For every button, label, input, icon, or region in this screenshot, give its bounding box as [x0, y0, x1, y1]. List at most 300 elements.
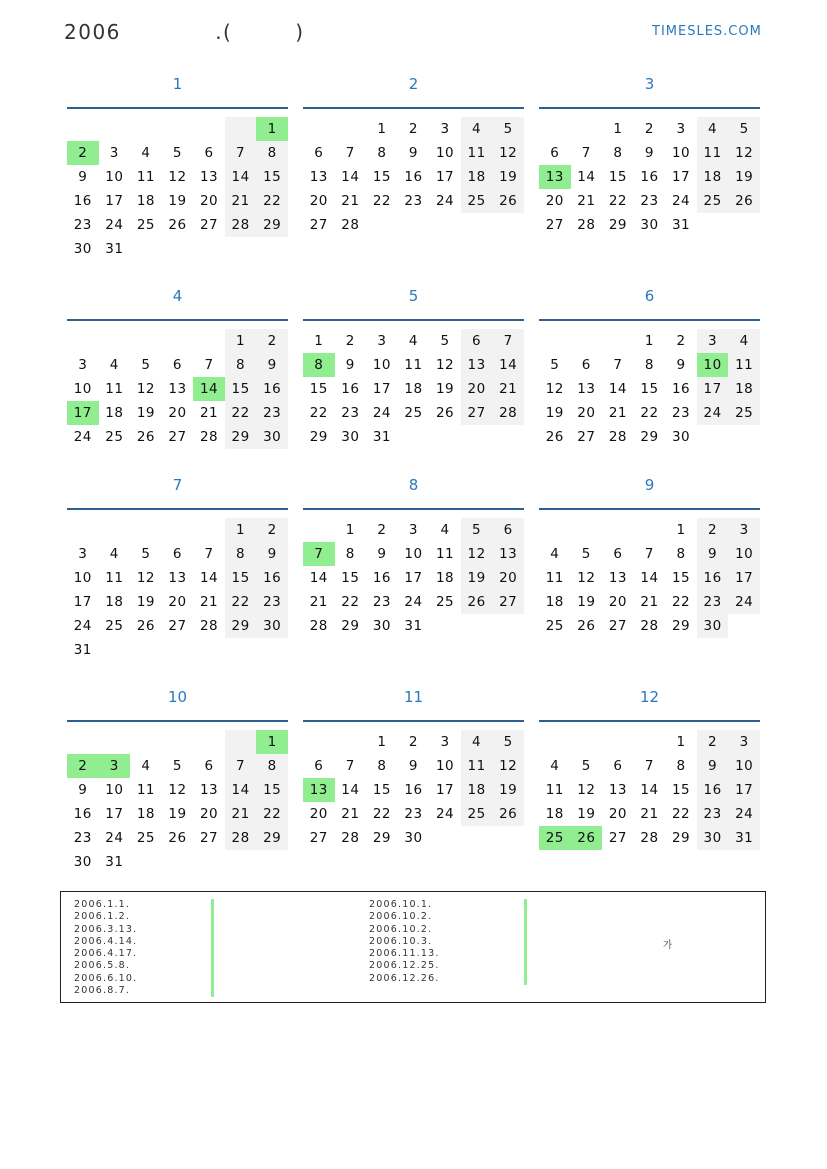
- weekend-day-cell[interactable]: 26: [492, 189, 524, 213]
- weekend-day-cell[interactable]: 14: [492, 353, 524, 377]
- day-cell[interactable]: 28: [199, 618, 219, 634]
- weekend-day-cell[interactable]: 23: [256, 401, 288, 425]
- day-cell[interactable]: 27: [608, 618, 627, 634]
- weekend-day-cell[interactable]: 28: [225, 213, 257, 237]
- day-cell[interactable]: 23: [640, 193, 659, 209]
- day-cell[interactable]: 5: [141, 546, 151, 562]
- day-cell[interactable]: 6: [172, 546, 183, 562]
- day-cell[interactable]: 22: [372, 193, 391, 209]
- day-cell[interactable]: 14: [608, 381, 627, 397]
- weekend-day-cell[interactable]: 29: [256, 213, 288, 237]
- day-cell[interactable]: 5: [581, 758, 591, 774]
- day-cell[interactable]: 8: [377, 758, 387, 774]
- holiday-day-cell[interactable]: 10: [697, 353, 729, 377]
- day-cell[interactable]: 5: [440, 333, 450, 349]
- day-cell[interactable]: 21: [309, 594, 328, 610]
- weekend-day-cell[interactable]: 8: [256, 141, 288, 165]
- day-cell[interactable]: 3: [78, 546, 88, 562]
- day-cell[interactable]: 21: [608, 405, 627, 421]
- day-cell[interactable]: 3: [676, 121, 686, 137]
- day-cell[interactable]: 24: [404, 594, 423, 610]
- weekend-day-cell[interactable]: 5: [492, 730, 524, 754]
- day-cell[interactable]: 14: [577, 169, 596, 185]
- day-cell[interactable]: 15: [640, 381, 659, 397]
- weekend-day-cell[interactable]: 18: [461, 165, 493, 189]
- weekend-day-cell[interactable]: 1: [225, 518, 257, 542]
- day-cell[interactable]: 28: [577, 217, 596, 233]
- weekend-day-cell[interactable]: 9: [256, 353, 288, 377]
- day-cell[interactable]: 28: [640, 830, 659, 846]
- weekend-day-cell[interactable]: 25: [461, 189, 493, 213]
- weekend-day-cell[interactable]: 29: [256, 826, 288, 850]
- day-cell[interactable]: 28: [640, 618, 659, 634]
- weekend-day-cell[interactable]: 16: [256, 377, 288, 401]
- day-cell[interactable]: 14: [199, 570, 219, 586]
- weekend-day-cell[interactable]: 5: [728, 117, 760, 141]
- day-cell[interactable]: 31: [105, 854, 124, 870]
- weekend-day-cell[interactable]: 12: [492, 141, 524, 165]
- day-cell[interactable]: 10: [404, 546, 423, 562]
- weekend-day-cell[interactable]: 12: [728, 141, 760, 165]
- day-cell[interactable]: 9: [644, 145, 655, 161]
- day-cell[interactable]: 20: [199, 806, 219, 822]
- weekend-day-cell[interactable]: 19: [461, 566, 493, 590]
- day-cell[interactable]: 22: [671, 594, 691, 610]
- day-cell[interactable]: 20: [309, 806, 328, 822]
- day-cell[interactable]: 4: [141, 758, 151, 774]
- day-cell[interactable]: 26: [168, 217, 187, 233]
- holiday-day-cell[interactable]: 7: [303, 542, 335, 566]
- day-cell[interactable]: 12: [168, 169, 187, 185]
- day-cell[interactable]: 10: [105, 169, 124, 185]
- day-cell[interactable]: 19: [577, 594, 596, 610]
- day-cell[interactable]: 24: [435, 193, 455, 209]
- day-cell[interactable]: 18: [105, 405, 124, 421]
- day-cell[interactable]: 19: [435, 381, 455, 397]
- weekend-day-cell[interactable]: 21: [225, 189, 257, 213]
- day-cell[interactable]: 27: [199, 830, 219, 846]
- day-cell[interactable]: 12: [136, 381, 155, 397]
- day-cell[interactable]: 8: [345, 546, 355, 562]
- day-cell[interactable]: 4: [408, 333, 419, 349]
- day-cell[interactable]: 6: [550, 145, 560, 161]
- day-cell[interactable]: 16: [404, 169, 423, 185]
- day-cell[interactable]: 8: [676, 758, 686, 774]
- weekend-day-cell[interactable]: 22: [256, 802, 288, 826]
- weekend-day-cell[interactable]: 13: [492, 542, 524, 566]
- day-cell[interactable]: 20: [608, 806, 627, 822]
- day-cell[interactable]: 1: [676, 734, 686, 750]
- day-cell[interactable]: 7: [613, 357, 623, 373]
- day-cell[interactable]: 1: [377, 734, 387, 750]
- day-cell[interactable]: 27: [168, 429, 187, 445]
- day-cell[interactable]: 16: [73, 193, 92, 209]
- day-cell[interactable]: 9: [345, 357, 355, 373]
- day-cell[interactable]: 16: [372, 570, 391, 586]
- day-cell[interactable]: 12: [168, 782, 187, 798]
- weekend-day-cell[interactable]: 14: [225, 778, 257, 802]
- day-cell[interactable]: 19: [545, 405, 564, 421]
- weekend-day-cell[interactable]: 25: [461, 802, 493, 826]
- weekend-day-cell[interactable]: 9: [697, 542, 729, 566]
- weekend-day-cell[interactable]: 19: [728, 165, 760, 189]
- day-cell[interactable]: 29: [608, 217, 627, 233]
- day-cell[interactable]: 28: [309, 618, 328, 634]
- holiday-day-cell[interactable]: 13: [303, 778, 335, 802]
- day-cell[interactable]: 30: [404, 830, 423, 846]
- weekend-day-cell[interactable]: 18: [461, 778, 493, 802]
- weekend-day-cell[interactable]: 3: [728, 730, 760, 754]
- day-cell[interactable]: 5: [581, 546, 591, 562]
- weekend-day-cell[interactable]: 24: [728, 590, 760, 614]
- day-cell[interactable]: 17: [73, 594, 92, 610]
- day-cell[interactable]: 22: [608, 193, 627, 209]
- weekend-day-cell[interactable]: 22: [225, 401, 257, 425]
- day-cell[interactable]: 17: [671, 169, 691, 185]
- weekend-day-cell[interactable]: 16: [697, 778, 729, 802]
- weekend-day-cell[interactable]: 11: [461, 754, 493, 778]
- day-cell[interactable]: 20: [199, 193, 219, 209]
- day-cell[interactable]: 2: [345, 333, 355, 349]
- day-cell[interactable]: 19: [168, 193, 187, 209]
- day-cell[interactable]: 26: [136, 618, 155, 634]
- weekend-day-cell[interactable]: 30: [697, 826, 729, 850]
- day-cell[interactable]: 26: [435, 405, 455, 421]
- day-cell[interactable]: 11: [545, 570, 564, 586]
- day-cell[interactable]: 21: [199, 405, 219, 421]
- day-cell[interactable]: 10: [671, 145, 691, 161]
- day-cell[interactable]: 10: [73, 570, 92, 586]
- weekend-day-cell[interactable]: 26: [492, 802, 524, 826]
- weekend-day-cell[interactable]: 26: [728, 189, 760, 213]
- day-cell[interactable]: 12: [136, 570, 155, 586]
- weekend-day-cell[interactable]: 25: [728, 401, 760, 425]
- weekend-day-cell[interactable]: 8: [225, 353, 257, 377]
- day-cell[interactable]: 31: [105, 241, 124, 257]
- day-cell[interactable]: 25: [404, 405, 423, 421]
- day-cell[interactable]: 3: [109, 145, 119, 161]
- day-cell[interactable]: 14: [341, 169, 360, 185]
- weekend-day-cell[interactable]: 24: [728, 802, 760, 826]
- day-cell[interactable]: 11: [404, 357, 423, 373]
- day-cell[interactable]: 17: [435, 169, 455, 185]
- day-cell[interactable]: 10: [435, 758, 455, 774]
- weekend-day-cell[interactable]: 13: [461, 353, 493, 377]
- day-cell[interactable]: 21: [341, 806, 360, 822]
- day-cell[interactable]: 11: [105, 381, 124, 397]
- day-cell[interactable]: 10: [73, 381, 92, 397]
- day-cell[interactable]: 20: [168, 405, 187, 421]
- holiday-day-cell[interactable]: 1: [256, 730, 288, 754]
- weekend-day-cell[interactable]: 18: [697, 165, 729, 189]
- weekend-day-cell[interactable]: 23: [256, 590, 288, 614]
- weekend-day-cell[interactable]: 23: [697, 802, 729, 826]
- day-cell[interactable]: 11: [435, 546, 455, 562]
- weekend-day-cell[interactable]: 2: [697, 518, 729, 542]
- holiday-day-cell[interactable]: 26: [571, 826, 603, 850]
- day-cell[interactable]: 30: [372, 618, 391, 634]
- day-cell[interactable]: 1: [345, 522, 355, 538]
- day-cell[interactable]: 7: [204, 357, 214, 373]
- day-cell[interactable]: 18: [105, 594, 124, 610]
- day-cell[interactable]: 28: [341, 217, 360, 233]
- day-cell[interactable]: 5: [172, 758, 183, 774]
- day-cell[interactable]: 1: [613, 121, 623, 137]
- day-cell[interactable]: 29: [671, 618, 691, 634]
- day-cell[interactable]: 3: [408, 522, 419, 538]
- day-cell[interactable]: 17: [435, 782, 455, 798]
- day-cell[interactable]: 16: [73, 806, 92, 822]
- weekend-day-cell[interactable]: 10: [728, 754, 760, 778]
- day-cell[interactable]: 3: [377, 333, 387, 349]
- day-cell[interactable]: 27: [545, 217, 564, 233]
- day-cell[interactable]: 24: [105, 830, 124, 846]
- day-cell[interactable]: 23: [671, 405, 691, 421]
- day-cell[interactable]: 29: [372, 830, 391, 846]
- day-cell[interactable]: 29: [341, 618, 360, 634]
- weekend-day-cell[interactable]: 12: [461, 542, 493, 566]
- day-cell[interactable]: 31: [404, 618, 423, 634]
- day-cell[interactable]: 25: [136, 217, 155, 233]
- weekend-day-cell[interactable]: 22: [256, 189, 288, 213]
- day-cell[interactable]: 27: [309, 830, 328, 846]
- weekend-day-cell[interactable]: 31: [728, 826, 760, 850]
- weekend-day-cell[interactable]: 27: [461, 401, 493, 425]
- weekend-day-cell[interactable]: 6: [492, 518, 524, 542]
- day-cell[interactable]: 7: [581, 145, 591, 161]
- day-cell[interactable]: 21: [640, 806, 659, 822]
- day-cell[interactable]: 6: [204, 758, 214, 774]
- day-cell[interactable]: 8: [613, 145, 623, 161]
- weekend-day-cell[interactable]: 19: [492, 165, 524, 189]
- day-cell[interactable]: 17: [372, 381, 391, 397]
- day-cell[interactable]: 25: [105, 429, 124, 445]
- day-cell[interactable]: 10: [105, 782, 124, 798]
- holiday-day-cell[interactable]: 8: [303, 353, 335, 377]
- day-cell[interactable]: 6: [172, 357, 183, 373]
- day-cell[interactable]: 13: [608, 782, 627, 798]
- day-cell[interactable]: 15: [341, 570, 360, 586]
- day-cell[interactable]: 7: [345, 758, 355, 774]
- weekend-day-cell[interactable]: 17: [728, 778, 760, 802]
- weekend-day-cell[interactable]: 25: [697, 189, 729, 213]
- day-cell[interactable]: 2: [644, 121, 655, 137]
- day-cell[interactable]: 4: [109, 357, 119, 373]
- holiday-day-cell[interactable]: 14: [193, 377, 225, 401]
- day-cell[interactable]: 24: [73, 429, 92, 445]
- day-cell[interactable]: 12: [435, 357, 455, 373]
- day-cell[interactable]: 6: [204, 145, 214, 161]
- day-cell[interactable]: 16: [640, 169, 659, 185]
- day-cell[interactable]: 5: [141, 357, 151, 373]
- weekend-day-cell[interactable]: 24: [697, 401, 729, 425]
- day-cell[interactable]: 19: [168, 806, 187, 822]
- day-cell[interactable]: 6: [613, 758, 623, 774]
- day-cell[interactable]: 14: [309, 570, 328, 586]
- weekend-day-cell[interactable]: 5: [461, 518, 493, 542]
- day-cell[interactable]: 24: [372, 405, 391, 421]
- weekend-day-cell[interactable]: 20: [461, 377, 493, 401]
- weekend-day-cell[interactable]: 6: [461, 329, 493, 353]
- day-cell[interactable]: 15: [372, 782, 391, 798]
- day-cell[interactable]: 13: [168, 381, 187, 397]
- day-cell[interactable]: 31: [73, 642, 92, 658]
- day-cell[interactable]: 7: [644, 546, 655, 562]
- weekend-day-cell[interactable]: 2: [256, 518, 288, 542]
- day-cell[interactable]: 13: [608, 570, 627, 586]
- day-cell[interactable]: 5: [550, 357, 560, 373]
- day-cell[interactable]: 14: [341, 782, 360, 798]
- weekend-day-cell[interactable]: 11: [728, 353, 760, 377]
- weekend-day-cell[interactable]: 11: [461, 141, 493, 165]
- day-cell[interactable]: 24: [105, 217, 124, 233]
- weekend-day-cell[interactable]: 30: [256, 614, 288, 638]
- day-cell[interactable]: 20: [168, 594, 187, 610]
- weekend-day-cell[interactable]: 16: [697, 566, 729, 590]
- day-cell[interactable]: 10: [435, 145, 455, 161]
- holiday-day-cell[interactable]: 3: [99, 754, 131, 778]
- day-cell[interactable]: 9: [78, 169, 88, 185]
- day-cell[interactable]: 18: [404, 381, 423, 397]
- day-cell[interactable]: 7: [644, 758, 655, 774]
- day-cell[interactable]: 18: [136, 193, 155, 209]
- day-cell[interactable]: 17: [105, 193, 124, 209]
- day-cell[interactable]: 28: [341, 830, 360, 846]
- day-cell[interactable]: 4: [440, 522, 450, 538]
- day-cell[interactable]: 11: [545, 782, 564, 798]
- weekend-day-cell[interactable]: 1: [225, 329, 257, 353]
- weekend-day-cell[interactable]: 16: [256, 566, 288, 590]
- holiday-day-cell[interactable]: 25: [539, 826, 571, 850]
- day-cell[interactable]: 18: [435, 570, 455, 586]
- day-cell[interactable]: 28: [199, 429, 219, 445]
- day-cell[interactable]: 2: [676, 333, 686, 349]
- day-cell[interactable]: 21: [199, 594, 219, 610]
- day-cell[interactable]: 26: [577, 618, 596, 634]
- day-cell[interactable]: 30: [341, 429, 360, 445]
- day-cell[interactable]: 31: [372, 429, 391, 445]
- brand-logo-text[interactable]: TIMESLES.COM: [652, 24, 762, 39]
- day-cell[interactable]: 3: [440, 121, 450, 137]
- weekend-day-cell[interactable]: 4: [461, 730, 493, 754]
- day-cell[interactable]: 23: [404, 806, 423, 822]
- day-cell[interactable]: 21: [577, 193, 596, 209]
- weekend-day-cell[interactable]: 3: [697, 329, 729, 353]
- day-cell[interactable]: 8: [644, 357, 655, 373]
- day-cell[interactable]: 5: [172, 145, 183, 161]
- weekend-day-cell[interactable]: 4: [728, 329, 760, 353]
- weekend-day-cell[interactable]: 27: [492, 590, 524, 614]
- day-cell[interactable]: 10: [372, 357, 391, 373]
- day-cell[interactable]: 1: [377, 121, 387, 137]
- day-cell[interactable]: 15: [671, 782, 691, 798]
- day-cell[interactable]: 13: [168, 570, 187, 586]
- day-cell[interactable]: 27: [309, 217, 328, 233]
- day-cell[interactable]: 18: [136, 806, 155, 822]
- day-cell[interactable]: 31: [671, 217, 691, 233]
- weekend-day-cell[interactable]: 17: [728, 566, 760, 590]
- weekend-day-cell[interactable]: 19: [492, 778, 524, 802]
- weekend-day-cell[interactable]: 28: [492, 401, 524, 425]
- day-cell[interactable]: 6: [314, 758, 324, 774]
- day-cell[interactable]: 1: [644, 333, 655, 349]
- weekend-day-cell[interactable]: 12: [492, 754, 524, 778]
- day-cell[interactable]: 9: [78, 782, 88, 798]
- weekend-day-cell[interactable]: 14: [225, 165, 257, 189]
- day-cell[interactable]: 11: [136, 169, 155, 185]
- weekend-day-cell[interactable]: 2: [256, 329, 288, 353]
- weekend-day-cell[interactable]: 26: [461, 590, 493, 614]
- day-cell[interactable]: 13: [199, 782, 219, 798]
- day-cell[interactable]: 29: [309, 429, 328, 445]
- day-cell[interactable]: 21: [640, 594, 659, 610]
- day-cell[interactable]: 15: [671, 570, 691, 586]
- day-cell[interactable]: 4: [550, 546, 560, 562]
- weekend-day-cell[interactable]: 10: [728, 542, 760, 566]
- holiday-day-cell[interactable]: 1: [256, 117, 288, 141]
- holiday-day-cell[interactable]: 17: [67, 401, 99, 425]
- day-cell[interactable]: 18: [545, 594, 564, 610]
- day-cell[interactable]: 9: [676, 357, 686, 373]
- weekend-day-cell[interactable]: 21: [492, 377, 524, 401]
- day-cell[interactable]: 25: [545, 618, 564, 634]
- day-cell[interactable]: 13: [309, 169, 328, 185]
- holiday-day-cell[interactable]: 2: [67, 754, 99, 778]
- day-cell[interactable]: 2: [408, 121, 419, 137]
- day-cell[interactable]: 8: [377, 145, 387, 161]
- day-cell[interactable]: 4: [109, 546, 119, 562]
- day-cell[interactable]: 13: [577, 381, 596, 397]
- day-cell[interactable]: 27: [608, 830, 627, 846]
- day-cell[interactable]: 12: [545, 381, 564, 397]
- day-cell[interactable]: 22: [309, 405, 328, 421]
- weekend-day-cell[interactable]: 22: [225, 590, 257, 614]
- day-cell[interactable]: 19: [577, 806, 596, 822]
- day-cell[interactable]: 6: [581, 357, 591, 373]
- holiday-day-cell[interactable]: 13: [539, 165, 571, 189]
- weekend-day-cell[interactable]: 30: [256, 425, 288, 449]
- day-cell[interactable]: 23: [73, 217, 92, 233]
- weekend-day-cell[interactable]: 15: [225, 566, 257, 590]
- day-cell[interactable]: 25: [435, 594, 455, 610]
- weekend-day-cell[interactable]: 3: [728, 518, 760, 542]
- weekend-day-cell[interactable]: 15: [256, 778, 288, 802]
- day-cell[interactable]: 4: [141, 145, 151, 161]
- day-cell[interactable]: 23: [372, 594, 391, 610]
- weekend-day-cell[interactable]: 7: [492, 329, 524, 353]
- day-cell[interactable]: 6: [613, 546, 623, 562]
- day-cell[interactable]: 25: [136, 830, 155, 846]
- day-cell[interactable]: 1: [314, 333, 324, 349]
- day-cell[interactable]: 17: [404, 570, 423, 586]
- day-cell[interactable]: 22: [372, 806, 391, 822]
- day-cell[interactable]: 12: [577, 782, 596, 798]
- day-cell[interactable]: 7: [345, 145, 355, 161]
- day-cell[interactable]: 11: [105, 570, 124, 586]
- day-cell[interactable]: 4: [550, 758, 560, 774]
- weekend-day-cell[interactable]: 2: [697, 730, 729, 754]
- day-cell[interactable]: 29: [640, 429, 659, 445]
- day-cell[interactable]: 22: [341, 594, 360, 610]
- day-cell[interactable]: 19: [136, 594, 155, 610]
- day-cell[interactable]: 18: [545, 806, 564, 822]
- day-cell[interactable]: 30: [73, 854, 92, 870]
- weekend-day-cell[interactable]: 4: [697, 117, 729, 141]
- day-cell[interactable]: 6: [314, 145, 324, 161]
- day-cell[interactable]: 29: [671, 830, 691, 846]
- weekend-day-cell[interactable]: 23: [697, 590, 729, 614]
- day-cell[interactable]: 15: [309, 381, 328, 397]
